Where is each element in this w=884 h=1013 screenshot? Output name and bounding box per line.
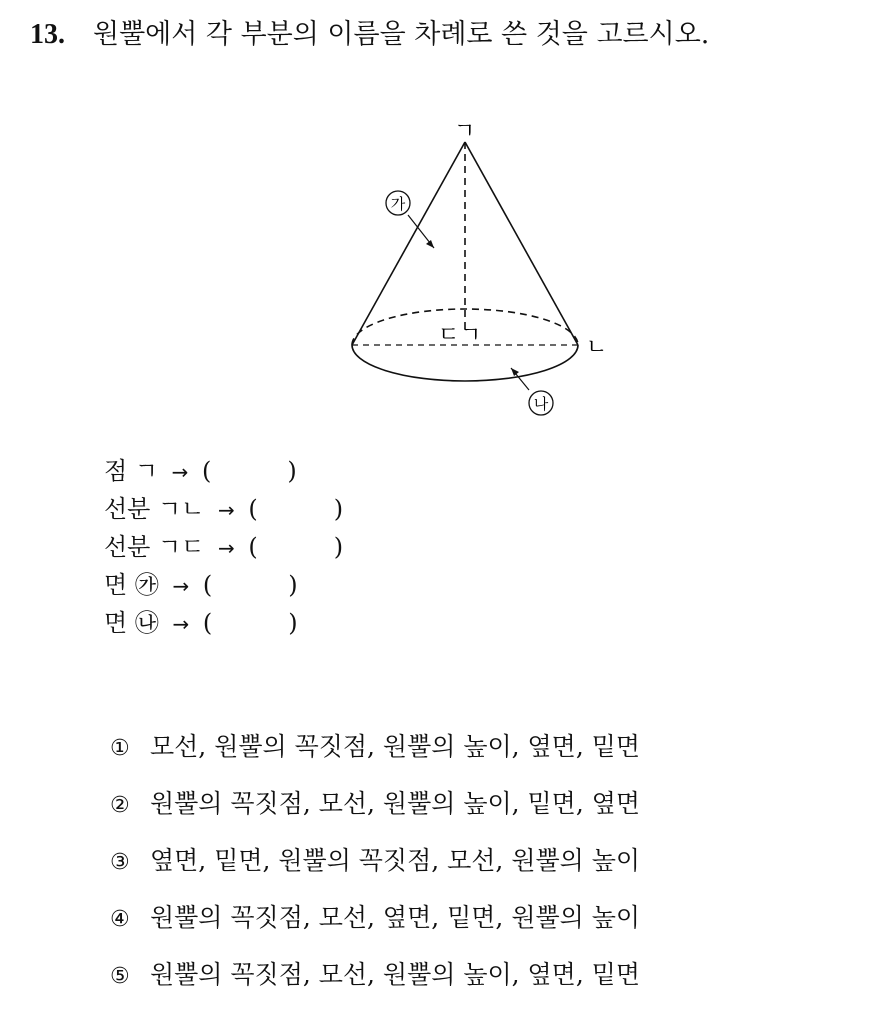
- apex-label: ㄱ: [454, 119, 476, 144]
- blank-open-paren: (: [202, 457, 212, 485]
- cone-left-slant: [352, 142, 465, 345]
- cone-base-front-arc: [352, 345, 578, 381]
- blank-row: [104, 604, 343, 642]
- choice-5[interactable]: [110, 956, 640, 1013]
- center-label: ㄷ: [438, 323, 460, 348]
- right-angle-label: ㄱ: [460, 323, 482, 348]
- blank-prefix: 선분 ㄱㄴ: [104, 495, 205, 523]
- blank-prefix: 면 ㉮: [104, 571, 159, 599]
- blank-close-paren: ): [288, 609, 298, 637]
- base-face-arrowhead: [511, 368, 519, 376]
- right-arrow-icon: →: [172, 574, 190, 598]
- right-arrow-icon: →: [171, 460, 189, 484]
- choice-2[interactable]: [110, 785, 640, 842]
- side-face-label: 가: [390, 195, 406, 213]
- blank-open-paren: (: [202, 571, 213, 599]
- choice-text: 옆면, 밑면, 원뿔의 꼭짓점, 모선, 원뿔의 높이: [150, 846, 641, 875]
- blank-row: [104, 528, 343, 566]
- blank-row: [104, 490, 343, 528]
- edge-point-label: ㄴ: [586, 335, 608, 360]
- choice-marker: ②: [110, 793, 130, 818]
- answer-choices: [110, 728, 640, 1013]
- blank-close-paren: ): [287, 457, 297, 485]
- blank-row: [104, 566, 343, 604]
- choice-text: 원뿔의 꼭짓점, 모선, 원뿔의 높이, 옆면, 밑면: [150, 960, 641, 989]
- question-text: 원뿔에서 각 부분의 이름을 차례로 쓴 것을 고르시오.: [93, 19, 710, 50]
- choice-text: 원뿔의 꼭짓점, 모선, 옆면, 밑면, 원뿔의 높이: [150, 903, 641, 932]
- side-face-arrowhead: [426, 240, 434, 248]
- right-arrow-icon: →: [218, 536, 235, 560]
- blank-open-paren: (: [202, 609, 213, 637]
- blank-close-paren: ): [333, 533, 344, 561]
- blank-list: [104, 452, 343, 642]
- blank-prefix: 면 ㉯: [104, 609, 159, 637]
- blank-open-paren: (: [248, 533, 258, 561]
- choice-3[interactable]: [110, 842, 640, 899]
- question-header: [30, 12, 709, 51]
- blank-open-paren: (: [248, 495, 258, 523]
- choice-marker: ④: [110, 907, 130, 932]
- choice-1[interactable]: [110, 728, 640, 785]
- blank-prefix: 선분 ㄱㄷ: [104, 533, 205, 561]
- right-arrow-icon: →: [172, 612, 190, 636]
- choice-text: 모선, 원뿔의 꼭짓점, 원뿔의 높이, 옆면, 밑면: [150, 732, 641, 761]
- blank-prefix: 점 ㄱ: [104, 457, 158, 485]
- choice-marker: ⑤: [110, 964, 130, 989]
- base-face-label: 나: [533, 395, 549, 413]
- blank-close-paren: ): [288, 571, 298, 599]
- question-number: 13.: [30, 19, 65, 50]
- choice-marker: ①: [110, 736, 130, 761]
- blank-close-paren: ): [333, 495, 344, 523]
- right-arrow-icon: →: [218, 498, 235, 522]
- blank-row: [104, 452, 343, 490]
- choice-marker: ③: [110, 850, 130, 875]
- choice-text: 원뿔의 꼭짓점, 모선, 원뿔의 높이, 밑면, 옆면: [150, 789, 641, 818]
- choice-4[interactable]: [110, 899, 640, 956]
- cone-figure: [330, 110, 630, 430]
